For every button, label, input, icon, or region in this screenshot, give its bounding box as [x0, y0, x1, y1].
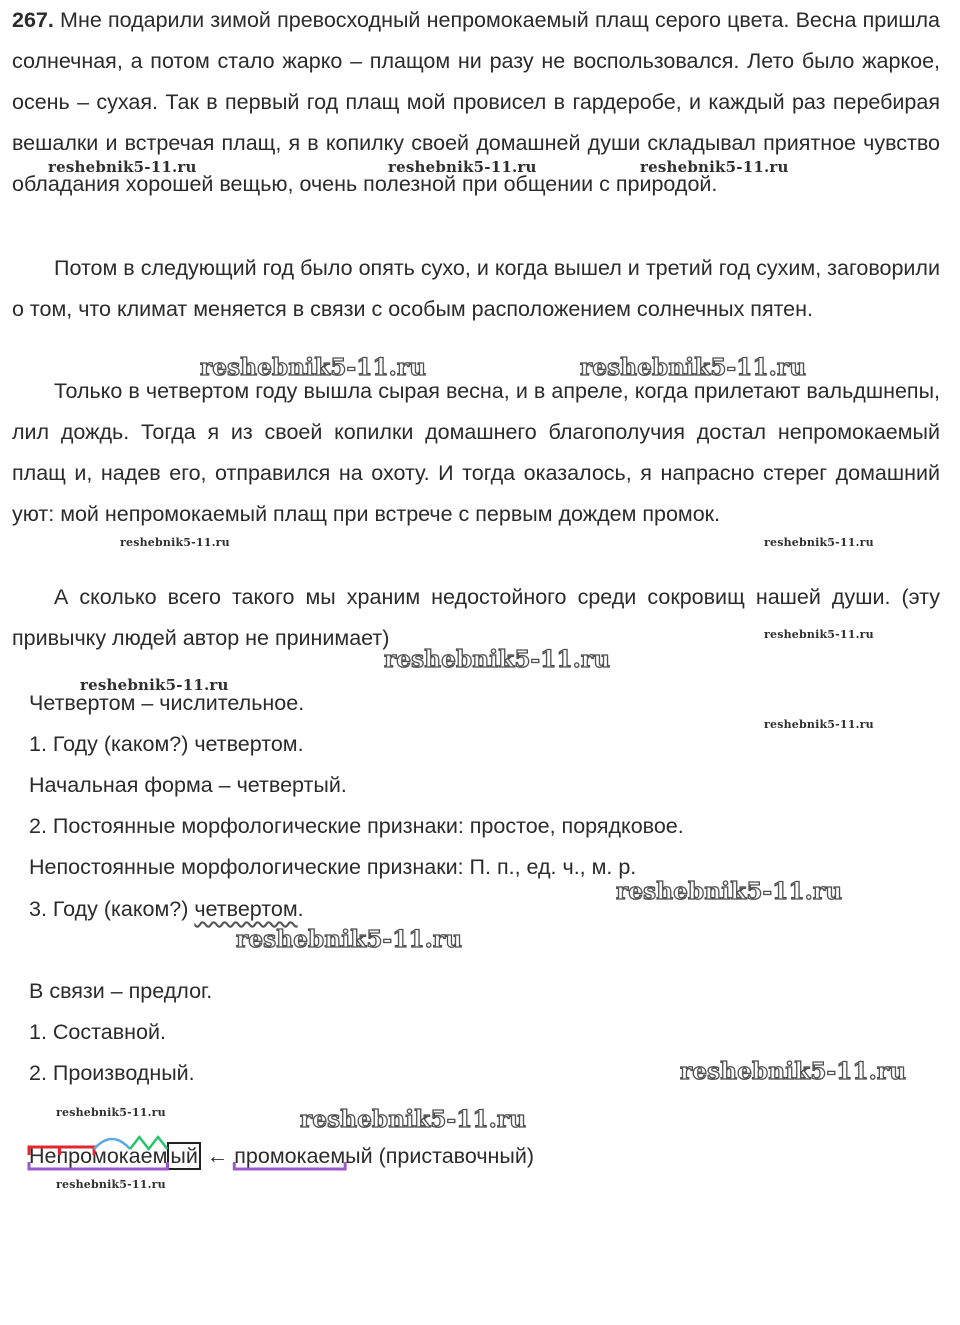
prefix-mark: [29, 1147, 59, 1155]
paragraph-1-text: Мне подарили зимой превосходный непромокаемый плащ серого цвета. Весна пришла солнечная, а потом стало жарко – плащом ни разу не воспользовался. Лето было жаркое, осень – сухая. Так в первый год плащ мой провисел в гардеробе, и каждый раз перебирая вешалки и встречая плащ, я в копилку своей домашней души складывал приятное чувство обладания хорошей вещью, очень полезной при общении с природой.: [12, 8, 940, 196]
watermark: reshebnik5-11.ru: [120, 536, 230, 549]
watermark: reshebnik5-11.ru: [640, 158, 789, 176]
numeral-line-4: Непостоянные морфологические признаки: П. п., ед. ч., м. р.: [29, 855, 637, 879]
numeral-line-2: Начальная форма – четвертый.: [29, 773, 347, 797]
watermark: reshebnik5-11.ru: [48, 158, 197, 176]
exercise-number: 267.: [12, 8, 54, 32]
numeral-line-1: 1. Году (каком?) четвертом.: [29, 732, 304, 756]
watermark: reshebnik5-11.ru: [580, 354, 807, 381]
watermark: reshebnik5-11.ru: [200, 354, 427, 381]
numeral-title: Четвертом – числительное.: [29, 691, 305, 715]
numeral-line-5-suffix: .: [297, 897, 304, 921]
word-stem: Непромокаем: [29, 1144, 168, 1168]
watermark: reshebnik5-11.ru: [300, 1106, 527, 1133]
preposition-line-1: 1. Составной.: [29, 1020, 166, 1044]
prefix-mark: [59, 1147, 94, 1155]
suffix-mark: [130, 1137, 167, 1149]
base-word-stem: промокаем: [234, 1144, 346, 1168]
formation-method: (приставочный): [372, 1144, 535, 1168]
numeral-line-5-prefix: 3. Году (каком?): [29, 897, 195, 921]
watermark: reshebnik5-11.ru: [764, 718, 874, 731]
base-stem-mark: [234, 1162, 345, 1169]
paragraph-4: А сколько всего такого мы храним недостойного среди сокровищ нашей души. (эту привычку людей автор не принимает): [12, 585, 940, 650]
watermark: reshebnik5-11.ru: [616, 878, 843, 905]
preposition-line-2: 2. Производный.: [29, 1061, 195, 1085]
watermark: reshebnik5-11.ru: [56, 1106, 166, 1119]
watermark: reshebnik5-11.ru: [80, 676, 229, 694]
watermark: reshebnik5-11.ru: [56, 1178, 166, 1191]
watermark: reshebnik5-11.ru: [384, 646, 611, 673]
watermark: reshebnik5-11.ru: [680, 1058, 907, 1085]
numeral-underlined-word: четвертом: [194, 897, 298, 921]
derivation-arrow: ←: [200, 1144, 235, 1168]
watermark: reshebnik5-11.ru: [764, 536, 874, 549]
watermark: reshebnik5-11.ru: [388, 158, 537, 176]
paragraph-2: Потом в следующий год было опять сухо, и когда вышел и третий год сухим, заговорили о том, что климат меняется в связи с особым расположением солнечных пятен.: [12, 256, 940, 321]
watermark: reshebnik5-11.ru: [764, 628, 874, 641]
numeral-line-3: 2. Постоянные морфологические признаки: простое, порядковое.: [29, 814, 684, 838]
word-ending-box: ый: [167, 1142, 200, 1170]
paragraph-3: Только в четвертом году вышла сырая весна, и в апреле, когда прилетают вальдшнепы, лил дождь. Тогда я из своей копилки домашнего благополучия достал непромокаемый плащ и, надев его, отправился на охоту. И тогда оказалось, я напрасно стерег домашний уют: мой непромокаемый плащ при встрече с первым дождем промок.: [12, 379, 940, 526]
stem-mark: [29, 1162, 167, 1169]
preposition-title: В связи – предлог.: [29, 979, 213, 1003]
base-word-ending: ый: [345, 1144, 373, 1168]
watermark: reshebnik5-11.ru: [236, 926, 463, 953]
root-mark: [94, 1139, 130, 1149]
